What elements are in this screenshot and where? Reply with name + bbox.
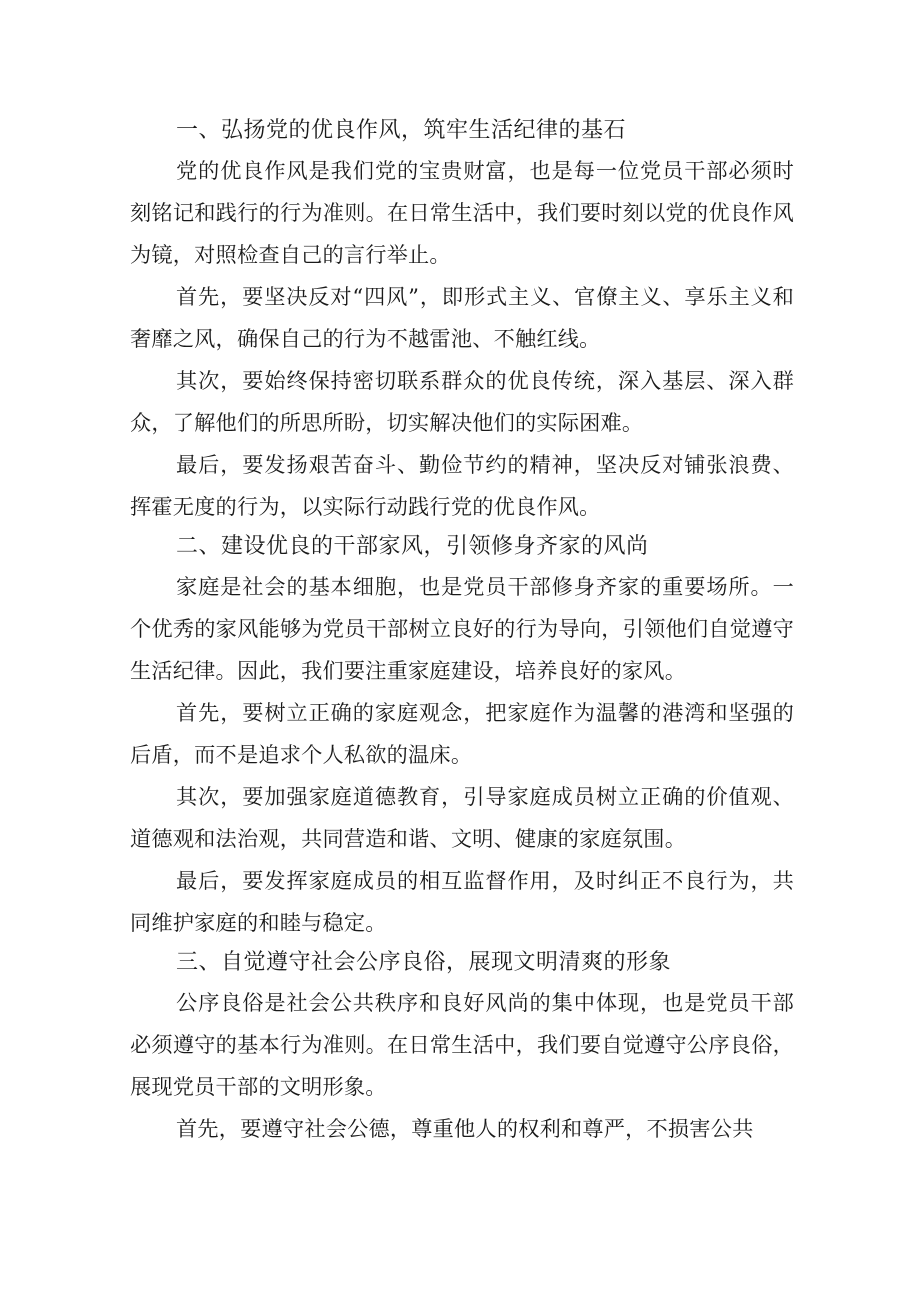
paragraph: 最后，要发扬艰苦奋斗、勤俭节约的精神，坚决反对铺张浪费、挥霍无度的行为，以实际行动践行党的优良作风。 [130, 452, 794, 519]
paragraph: 最后，要发挥家庭成员的相互监督作用，及时纠正不良行为，共同维护家庭的和睦与稳定。 [130, 868, 794, 935]
paragraph: 其次，要加强家庭道德教育，引导家庭成员树立正确的价值观、道德观和法治观，共同营造和谐、文明、健康的家庭氛围。 [130, 784, 794, 851]
paragraph: 家庭是社会的基本细胞，也是党员干部修身齐家的重要场所。一个优秀的家风能够为党员干部树立良好的行为导向，引领他们自觉遵守生活纪律。因此，我们要注重家庭建设，培养良好的家风。 [130, 574, 794, 683]
paragraph: 首先，要坚决反对“四风”，即形式主义、官僚主义、享乐主义和奢靡之风，确保自己的行为不越雷池、不触红线。 [130, 284, 794, 351]
paragraph: 首先，要树立正确的家庭观念，把家庭作为温馨的港湾和坚强的后盾，而不是追求个人私欲的温床。 [130, 700, 794, 767]
paragraph: 公序良俗是社会公共秩序和良好风尚的集中体现，也是党员干部必须遵守的基本行为准则。在日常生活中，我们要自觉遵守公序良俗，展现党员干部的文明形象。 [130, 990, 794, 1099]
paragraph: 其次，要始终保持密切联系群众的优良传统，深入基层、深入群众，了解他们的所思所盼，切实解决他们的实际困难。 [130, 368, 794, 435]
paragraph: 党的优良作风是我们党的宝贵财富，也是每一位党员干部必须时刻铭记和践行的行为准则。在日常生活中，我们要时刻以党的优良作风为镜，对照检查自己的言行举止。 [130, 158, 794, 267]
paragraph: 首先，要遵守社会公德，尊重他人的权利和尊严，不损害公共 [176, 1116, 754, 1141]
document-page [130, 112, 794, 1150]
section-heading: 三、自觉遵守社会公序良俗，展现文明清爽的形象 [176, 950, 672, 975]
section-heading: 二、建设优良的干部家风，引领修身齐家的风尚 [176, 534, 649, 559]
section-heading: 一、弘扬党的优良作风，筑牢生活纪律的基石 [176, 118, 627, 143]
